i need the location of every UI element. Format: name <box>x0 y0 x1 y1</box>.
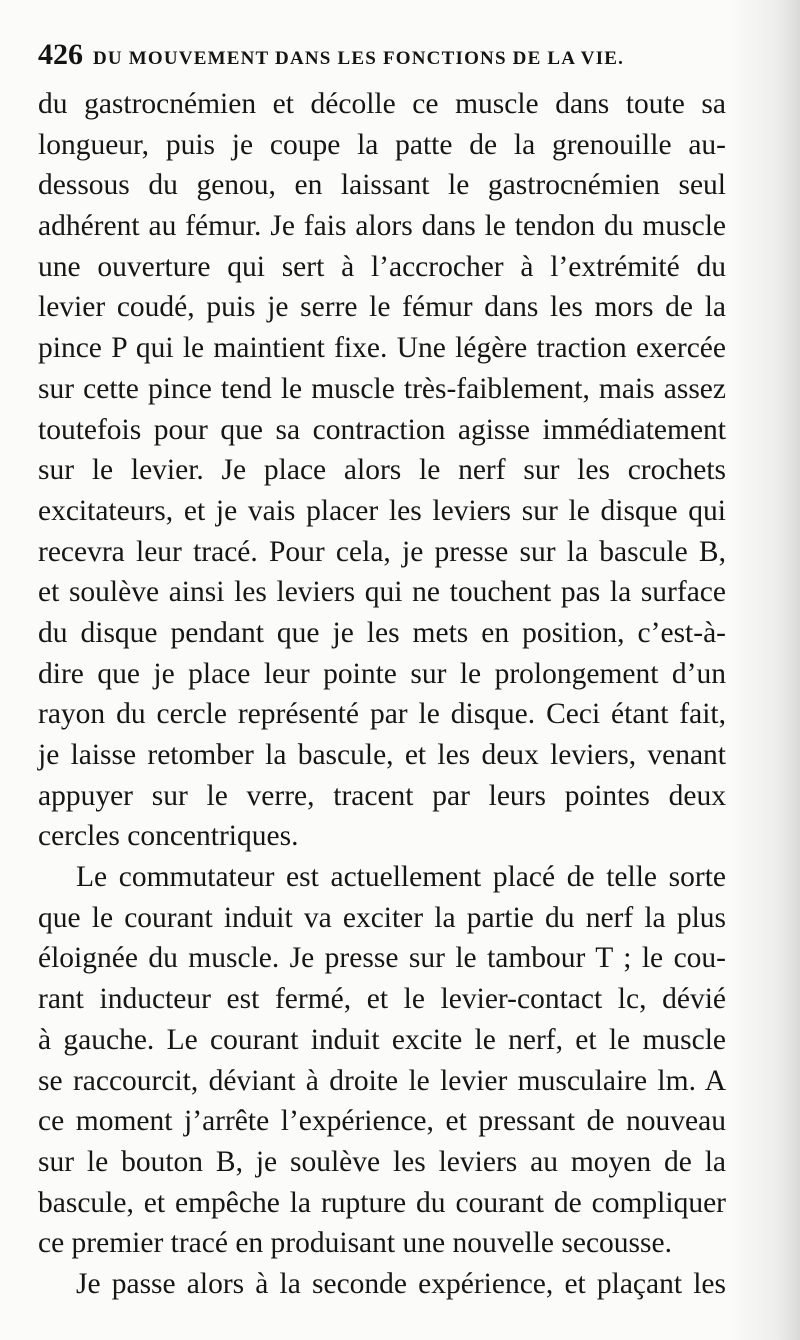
text-line: que le courant induit va exciter la partie du nerf la plus <box>38 901 726 934</box>
paragraph <box>38 1264 726 1305</box>
text-line: appuyer sur le verre, tracent par leurs pointes deux <box>38 779 726 812</box>
text-line: ce premier tracé en produisant une nouvelle secousse. <box>38 1227 672 1260</box>
text-line: du disque pendant que je les mets en position, c’est-à- <box>38 616 726 649</box>
page-number: 426 <box>38 38 83 71</box>
running-head: DU MOUVEMENT DANS LES FONCTIONS DE LA VIE. <box>93 48 625 69</box>
text-line: excitateurs, et je vais placer les leviers sur le disque qui <box>38 494 726 527</box>
text-line: cercles concentriques. <box>38 820 299 853</box>
text-line: toutefois pour que sa contraction agisse immédiatement <box>38 413 726 446</box>
text-line: je laisse retomber la bascule, et les deux leviers, venant <box>38 739 726 771</box>
text-line: longueur, puis je coupe la patte de la grenouille au- <box>38 128 726 161</box>
paragraph <box>38 84 726 857</box>
text-line: adhérent au fémur. Je fais alors dans le tendon du muscle <box>38 210 726 243</box>
text-line: ce moment j’arrête l’expérience, et pressant de nouveau <box>38 1105 726 1138</box>
text-line: bascule, et empêche la rupture du courant de compliquer <box>38 1186 726 1219</box>
text-line: Je passe alors à la seconde expérience, et plaçant les <box>76 1267 726 1300</box>
text-line: sur cette pince tend le muscle très-faiblement, mais assez <box>38 372 726 405</box>
text-line: dessous du genou, en laissant le gastrocnémien seul <box>38 169 726 202</box>
text-line: à gauche. Le courant induit excite le nerf, et le muscle <box>38 1023 726 1056</box>
text-line: rant inducteur est fermé, et le levier-contact lc, dévié <box>38 983 726 1016</box>
text-line: une ouverture qui sert à l’accrocher à l’extrémité du <box>38 250 726 283</box>
page-edge-shadow <box>730 0 800 1340</box>
text-line: éloignée du muscle. Je presse sur le tambour T ; le cou- <box>38 942 726 975</box>
text-line: dire que je place leur pointe sur le prolongement d’un <box>38 657 726 690</box>
text-line: recevra leur tracé. Pour cela, je presse sur la bascule B, <box>38 535 726 568</box>
page-header <box>38 38 758 78</box>
text-line: se raccourcit, déviant à droite le levier musculaire lm. A <box>38 1064 726 1097</box>
text-line: sur le bouton B, je soulève les leviers au moyen de la <box>38 1145 726 1178</box>
text-line: et soulève ainsi les leviers qui ne touchent pas la surface <box>38 576 726 609</box>
text-line: Le commutateur est actuellement placé de telle sorte <box>76 861 726 894</box>
body-text <box>38 84 726 1305</box>
text-line: rayon du cercle représenté par le disque. Ceci étant fait, <box>38 698 726 731</box>
text-line: pince P qui le maintient fixe. Une légère traction exercée <box>38 332 726 365</box>
paragraph <box>38 857 726 1264</box>
text-line: sur le levier. Je place alors le nerf sur les crochets <box>38 454 726 487</box>
text-line: levier coudé, puis je serre le fémur dans les mors de la <box>38 291 726 324</box>
text-line: du gastrocnémien et décolle ce muscle dans toute sa <box>38 88 726 120</box>
